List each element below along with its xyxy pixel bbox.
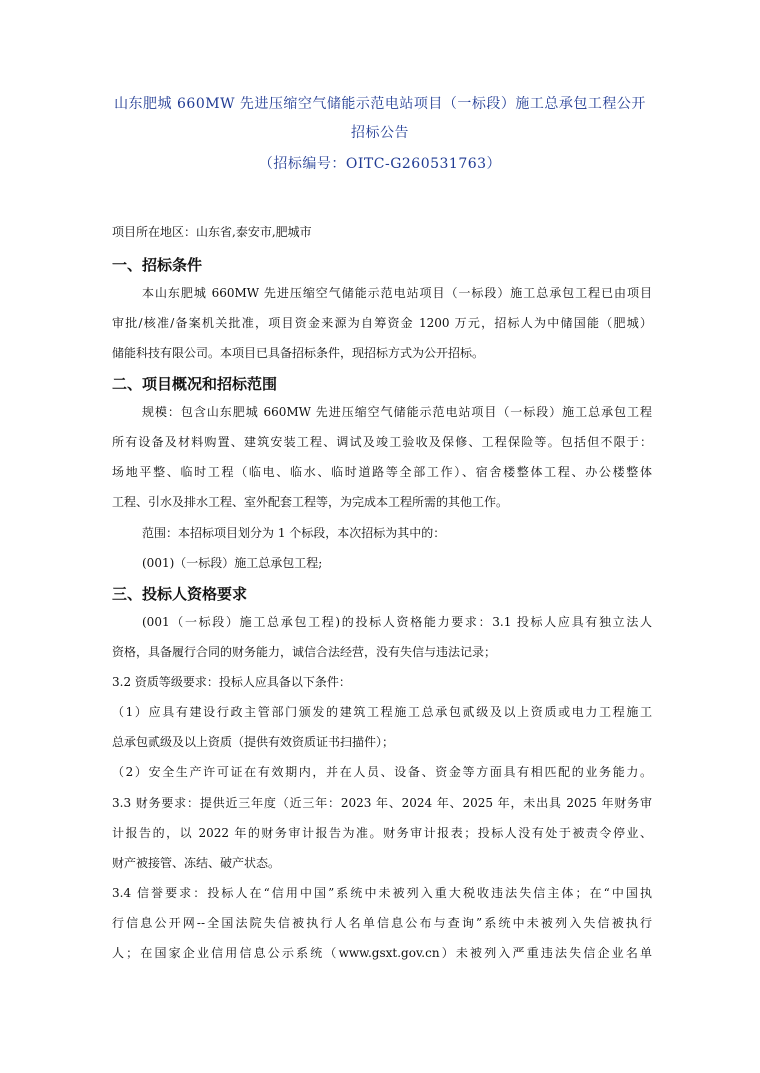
section2-heading: 二、项目概况和招标范围 <box>112 375 278 393</box>
scope-text: 范围：本招标项目划分为 1 个标段，本次招标为其中的： <box>142 526 446 540</box>
qualification-line: 人；在国家企业信用信息公示系统（www.gsxt.gov.cn）未被列入严重违法失信企业名单 <box>112 946 652 960</box>
qualification-line: 财产被接管、冻结、破产状态。 <box>112 856 281 870</box>
project-location: 项目所在地区：山东省,泰安市,肥城市 <box>112 225 312 239</box>
bid-number: （招标编号：OITC-G260531763） <box>258 156 502 172</box>
scale-paragraph-line: 所有设备及材料购置、建筑安装工程、调试及竣工验收及保修、工程保险等。包括但不限于： <box>112 435 652 449</box>
section3-heading: 三、投标人资格要求 <box>112 585 248 603</box>
qualification-line: 3.3 财务要求：提供近三年度（近三年：2023 年、2024 年、2025 年，未出具 2025 年财务审 <box>112 796 652 810</box>
qualification-line: 资格，具备履行合同的财务能力，诚信合法经营，没有失信与违法记录； <box>112 645 497 659</box>
lot-text: (001)（一标段）施工总承包工程; <box>142 556 323 570</box>
qualification-line: (001（一标段）施工总承包工程)的投标人资格能力要求：3.1 投标人应具有独立法人 <box>142 615 652 629</box>
qualification-line: 3.2 资质等级要求：投标人应具备以下条件： <box>112 675 351 689</box>
qualification-line: 计报告的，以 2022 年的财务审计报告为准。财务审计报表；投标人没有处于被责令停业、 <box>112 826 652 840</box>
scale-paragraph-line: 规模：包含山东肥城 660MW 先进压缩空气储能示范电站项目（一标段）施工总承包工程 <box>142 405 652 419</box>
scale-paragraph-line: 工程、引水及排水工程、室外配套工程等，为完成本工程所需的其他工作。 <box>112 495 509 509</box>
qualification-line: （1）应具有建设行政主管部门颁发的建筑工程施工总承包贰级及以上资质或电力工程施工 <box>112 705 652 719</box>
qualification-line: 3.4 信誉要求：投标人在“信用中国”系统中未被列入重大税收违法失信主体；在“中国执 <box>112 886 652 900</box>
section1-paragraph-line: 储能科技有限公司。本项目已具备招标条件，现招标方式为公开招标。 <box>112 346 485 360</box>
document-title-line1: 山东肥城 660MW 先进压缩空气储能示范电站项目（一标段）施工总承包工程公开 <box>114 96 646 112</box>
section1-paragraph-line: 审批/核准/备案机关批准，项目资金来源为自筹资金 1200 万元，招标人为中储国能（肥城） <box>112 316 652 330</box>
qualification-line: 行信息公开网--全国法院失信被执行人名单信息公布与查询”系统中未被列入失信被执行 <box>112 916 652 930</box>
document-title-line2: 招标公告 <box>351 125 409 141</box>
section1-paragraph-line: 本山东肥城 660MW 先进压缩空气储能示范电站项目（一标段）施工总承包工程已由项目 <box>142 286 652 300</box>
qualification-line: （2）安全生产许可证在有效期内，并在人员、设备、资金等方面具有相匹配的业务能力。 <box>112 765 652 779</box>
scale-paragraph-line: 场地平整、临时工程（临电、临水、临时道路等全部工作）、宿舍楼整体工程、办公楼整体 <box>112 465 652 479</box>
qualification-line: 总承包贰级及以上资质（提供有效资质证书扫描件）； <box>112 735 395 749</box>
section1-heading: 一、招标条件 <box>112 256 203 274</box>
